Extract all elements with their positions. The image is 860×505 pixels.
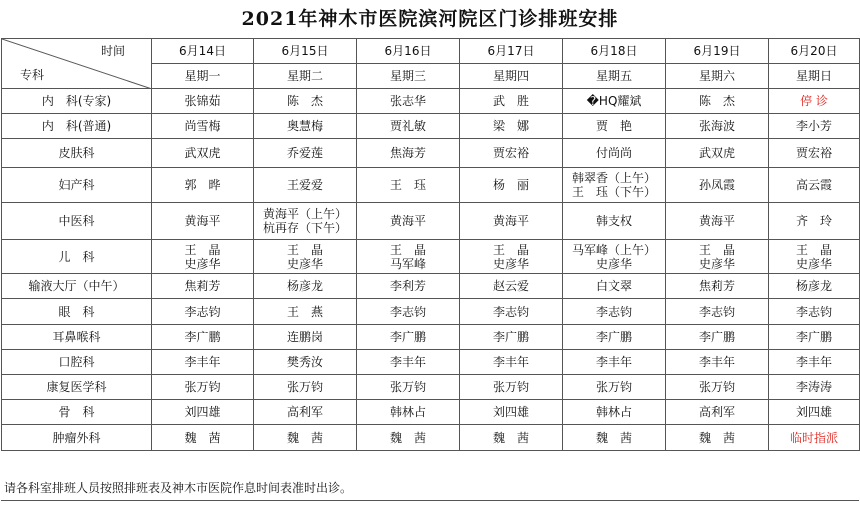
doctor-name: 魏 茜 xyxy=(698,430,735,445)
doctor-name: 杨 丽 xyxy=(492,178,529,192)
doctor-name: 王 晶 xyxy=(492,242,529,257)
doctor-cell xyxy=(460,203,563,240)
doctor-name: 郭 晔 xyxy=(184,178,221,192)
doctor-cell xyxy=(563,299,666,325)
doctor-name: �HQ耀斌 xyxy=(586,94,642,108)
schedule-row xyxy=(2,299,860,325)
doctor-name: 孙凤霞 xyxy=(698,178,735,192)
department-cell: 中医科 xyxy=(2,203,152,240)
schedule-row xyxy=(2,375,860,400)
schedule-row xyxy=(2,400,860,425)
doctor-cell xyxy=(152,89,254,114)
weekday-cell: 星期日 xyxy=(769,64,860,89)
doctor-name: 刘四雄 xyxy=(184,405,221,419)
weekday-cell: 星期六 xyxy=(666,64,769,89)
doctor-name: 马军峰 xyxy=(389,256,426,271)
doctor-name: 临时指派 xyxy=(789,430,838,445)
corner-header-cell xyxy=(2,39,152,89)
doctor-name: 付尚尚 xyxy=(595,146,632,160)
schedule-row xyxy=(2,168,860,203)
doctor-cell xyxy=(563,139,666,168)
doctor-cell xyxy=(460,299,563,325)
doctor-name: 尚雪梅 xyxy=(184,119,221,133)
doctor-cell xyxy=(666,114,769,139)
doctor-name: 樊秀汝 xyxy=(286,355,323,369)
doctor-name: 杨彦龙 xyxy=(795,279,832,293)
department-cell: 儿 科 xyxy=(2,240,152,274)
doctor-cell xyxy=(460,139,563,168)
weekday-cell: 星期四 xyxy=(460,64,563,89)
doctor-name: 张万钧 xyxy=(595,380,632,394)
weekday-cell: 星期三 xyxy=(357,64,460,89)
doctor-cell xyxy=(254,400,357,425)
doctor-cell xyxy=(357,299,460,325)
doctor-name: 奥慧梅 xyxy=(286,119,323,133)
doctor-cell xyxy=(769,299,860,325)
doctor-cell xyxy=(460,375,563,400)
page-title: 2021年神木市医院滨河院区门诊排班安排 xyxy=(241,8,619,30)
doctor-name: 连鹏岗 xyxy=(286,330,323,344)
doctor-name: 李丰年 xyxy=(698,355,735,369)
doctor-name: 魏 茜 xyxy=(389,430,426,445)
footer-divider xyxy=(1,500,859,501)
doctor-name: 李丰年 xyxy=(492,355,529,369)
doctor-name: 李丰年 xyxy=(795,355,832,369)
doctor-cell xyxy=(357,425,460,451)
doctor-cell xyxy=(666,240,769,274)
doctor-cell xyxy=(460,425,563,451)
schedule-row xyxy=(2,325,860,350)
department-cell: 眼 科 xyxy=(2,299,152,325)
corner-time-label: 时间 xyxy=(100,44,125,58)
doctor-cell xyxy=(254,168,357,203)
doctor-cell xyxy=(666,425,769,451)
doctor-cell xyxy=(460,350,563,375)
doctor-cell xyxy=(563,350,666,375)
doctor-cell xyxy=(152,139,254,168)
department-cell: 康复医学科 xyxy=(2,375,152,400)
doctor-cell xyxy=(357,375,460,400)
doctor-name: 高利军 xyxy=(286,405,323,419)
doctor-name: 魏 茜 xyxy=(184,430,221,445)
doctor-cell xyxy=(563,203,666,240)
doctor-cell xyxy=(769,203,860,240)
doctor-name: 贾宏裕 xyxy=(795,146,832,160)
schedule-row xyxy=(2,114,860,139)
date-cell: 6月16日 xyxy=(357,39,460,64)
doctor-name: 李志钧 xyxy=(389,304,426,319)
doctor-name: 黄海平（上午） xyxy=(262,207,347,221)
doctor-cell xyxy=(563,89,666,114)
doctor-cell xyxy=(666,350,769,375)
doctor-cell xyxy=(357,274,460,299)
doctor-name: 李丰年 xyxy=(595,355,632,369)
doctor-name: 高云霞 xyxy=(795,178,832,192)
department-cell: 口腔科 xyxy=(2,350,152,375)
doctor-name: 王 晶 xyxy=(389,242,426,257)
doctor-name: 贾 艳 xyxy=(595,119,632,133)
doctor-name: 李利芳 xyxy=(389,279,426,293)
doctor-cell xyxy=(357,350,460,375)
doctor-cell xyxy=(254,375,357,400)
department-cell: 妇产科 xyxy=(2,168,152,203)
doctor-name: 张海波 xyxy=(698,119,735,133)
doctor-cell xyxy=(769,325,860,350)
doctor-name: 高利军 xyxy=(698,405,735,419)
schedule-row xyxy=(2,139,860,168)
doctor-cell xyxy=(769,425,860,451)
doctor-name: 张万钧 xyxy=(389,380,426,394)
doctor-cell xyxy=(460,114,563,139)
department-cell: 耳鼻喉科 xyxy=(2,325,152,350)
doctor-cell xyxy=(254,325,357,350)
doctor-name: 黄海平 xyxy=(698,214,735,228)
doctor-cell xyxy=(563,425,666,451)
doctor-name: 齐 玲 xyxy=(795,214,832,228)
doctor-name: 张锦茹 xyxy=(184,94,221,108)
doctor-name: 韩林占 xyxy=(389,405,426,419)
doctor-cell xyxy=(666,168,769,203)
footer-note: 请各科室排班人员按照排班表及神木市医院作息时间表准时出诊。 xyxy=(4,481,353,495)
doctor-cell xyxy=(254,240,357,274)
doctor-cell xyxy=(357,240,460,274)
doctor-cell xyxy=(460,240,563,274)
doctor-name: 魏 茜 xyxy=(595,430,632,445)
doctor-cell xyxy=(769,240,860,274)
doctor-cell xyxy=(460,325,563,350)
doctor-name: 杭再存（下午） xyxy=(262,221,347,235)
doctor-cell xyxy=(769,89,860,114)
doctor-name: 魏 茜 xyxy=(286,430,323,445)
doctor-name: 黄海平 xyxy=(492,214,529,228)
doctor-cell xyxy=(666,299,769,325)
doctor-cell xyxy=(563,375,666,400)
doctor-name: 王 珏 xyxy=(389,178,426,192)
doctor-name: 武双虎 xyxy=(698,146,735,160)
doctor-name: 李小芳 xyxy=(795,119,832,133)
doctor-name: 李丰年 xyxy=(184,355,221,369)
schedule-table xyxy=(1,38,860,451)
doctor-name: 史彦华 xyxy=(595,256,632,271)
doctor-name: 乔爱莲 xyxy=(286,146,323,160)
schedule-row xyxy=(2,240,860,274)
schedule-row xyxy=(2,203,860,240)
doctor-cell xyxy=(666,325,769,350)
doctor-cell xyxy=(460,89,563,114)
doctor-name: 刘四雄 xyxy=(795,405,832,419)
doctor-name: 焦莉芳 xyxy=(184,279,221,293)
doctor-name: 王 晶 xyxy=(286,242,323,257)
doctor-name: 魏 茜 xyxy=(492,430,529,445)
doctor-cell xyxy=(152,274,254,299)
doctor-cell xyxy=(254,89,357,114)
doctor-name: 王 晶 xyxy=(698,242,735,257)
doctor-cell xyxy=(152,350,254,375)
schedule-row xyxy=(2,425,860,451)
doctor-cell xyxy=(460,168,563,203)
doctor-name: 赵云爱 xyxy=(492,279,529,293)
doctor-cell xyxy=(666,89,769,114)
doctor-name: 武 胜 xyxy=(492,94,529,108)
doctor-cell xyxy=(769,350,860,375)
doctor-name: 李志钧 xyxy=(492,304,529,319)
doctor-name: 王 晶 xyxy=(795,242,832,257)
doctor-name: 黄海平 xyxy=(389,214,426,228)
doctor-cell xyxy=(460,274,563,299)
doctor-cell xyxy=(152,168,254,203)
date-cell: 6月20日 xyxy=(769,39,860,64)
doctor-name: 马军峰（上午） xyxy=(571,242,656,257)
doctor-name: 李广鹏 xyxy=(698,330,735,344)
doctor-cell xyxy=(357,89,460,114)
doctor-name: 李志钧 xyxy=(698,304,735,319)
doctor-cell xyxy=(769,114,860,139)
doctor-name: 梁 娜 xyxy=(492,119,529,133)
weekday-cell: 星期一 xyxy=(152,64,254,89)
doctor-name: 李广鹏 xyxy=(595,330,632,344)
weekday-cell: 星期二 xyxy=(254,64,357,89)
doctor-name: 白文翠 xyxy=(595,279,632,293)
doctor-name: 张万钧 xyxy=(492,380,529,394)
doctor-name: 张万钧 xyxy=(286,380,323,394)
schedule-row xyxy=(2,350,860,375)
doctor-cell xyxy=(357,168,460,203)
doctor-cell xyxy=(563,114,666,139)
doctor-name: 停 诊 xyxy=(800,94,828,108)
doctor-cell xyxy=(152,299,254,325)
doctor-name: 黄海平 xyxy=(184,214,221,228)
doctor-cell xyxy=(769,168,860,203)
doctor-name: 史彦华 xyxy=(286,256,323,271)
doctor-cell xyxy=(666,203,769,240)
doctor-name: 王爱爱 xyxy=(286,178,323,192)
schedule-row xyxy=(2,274,860,299)
doctor-cell xyxy=(563,325,666,350)
doctor-cell xyxy=(563,400,666,425)
department-cell: 皮肤科 xyxy=(2,139,152,168)
doctor-name: 史彦华 xyxy=(795,256,832,271)
doctor-cell xyxy=(357,139,460,168)
doctor-name: 李涛涛 xyxy=(795,380,832,394)
doctor-name: 杨彦龙 xyxy=(286,279,323,293)
doctor-name: 焦莉芳 xyxy=(698,279,735,293)
department-cell: 内 科(专家) xyxy=(2,89,152,114)
doctor-cell xyxy=(563,168,666,203)
doctor-name: 韩翠香（上午） xyxy=(571,171,656,185)
doctor-cell xyxy=(666,274,769,299)
department-cell: 输液大厅（中午） xyxy=(2,274,152,299)
doctor-name: 史彦华 xyxy=(184,256,221,271)
doctor-cell xyxy=(254,203,357,240)
doctor-cell xyxy=(666,139,769,168)
doctor-cell xyxy=(357,325,460,350)
doctor-name: 史彦华 xyxy=(492,256,529,271)
doctor-cell xyxy=(254,139,357,168)
doctor-name: 刘四雄 xyxy=(492,405,529,419)
doctor-cell xyxy=(254,114,357,139)
doctor-name: 韩林占 xyxy=(595,405,632,419)
doctor-name: 史彦华 xyxy=(698,256,735,271)
doctor-name: 王 燕 xyxy=(286,304,323,319)
doctor-cell xyxy=(460,400,563,425)
doctor-cell xyxy=(769,375,860,400)
date-cell: 6月15日 xyxy=(254,39,357,64)
doctor-cell xyxy=(254,274,357,299)
doctor-name: 武双虎 xyxy=(184,146,221,160)
doctor-cell xyxy=(152,203,254,240)
doctor-name: 陈 杰 xyxy=(286,94,323,108)
doctor-cell xyxy=(769,274,860,299)
doctor-name: 李广鹏 xyxy=(492,330,529,344)
doctor-name: 李广鹏 xyxy=(184,330,221,344)
doctor-name: 王 晶 xyxy=(184,242,221,257)
doctor-cell xyxy=(152,240,254,274)
doctor-cell xyxy=(357,114,460,139)
date-header-row xyxy=(2,39,860,64)
doctor-cell xyxy=(563,274,666,299)
date-cell: 6月14日 xyxy=(152,39,254,64)
doctor-name: 张万钧 xyxy=(698,380,735,394)
doctor-name: 李志钧 xyxy=(184,304,221,319)
doctor-name: 李志钧 xyxy=(795,304,832,319)
doctor-cell xyxy=(152,400,254,425)
doctor-cell xyxy=(152,375,254,400)
doctor-cell xyxy=(666,400,769,425)
doctor-name: 陈 杰 xyxy=(698,94,735,108)
doctor-cell xyxy=(254,425,357,451)
date-cell: 6月19日 xyxy=(666,39,769,64)
doctor-name: 韩支权 xyxy=(595,214,632,228)
schedule-row xyxy=(2,89,860,114)
doctor-name: 贾礼敏 xyxy=(389,119,426,133)
weekday-cell: 星期五 xyxy=(563,64,666,89)
doctor-cell xyxy=(254,299,357,325)
doctor-cell xyxy=(563,240,666,274)
doctor-name: 贾宏裕 xyxy=(492,146,529,160)
doctor-cell xyxy=(254,350,357,375)
doctor-name: 张志华 xyxy=(389,94,426,108)
doctor-cell xyxy=(152,325,254,350)
doctor-name: 李广鹏 xyxy=(795,330,832,344)
doctor-cell xyxy=(769,139,860,168)
date-cell: 6月18日 xyxy=(563,39,666,64)
date-cell: 6月17日 xyxy=(460,39,563,64)
department-cell: 肿瘤外科 xyxy=(2,425,152,451)
doctor-cell xyxy=(666,375,769,400)
doctor-cell xyxy=(152,114,254,139)
doctor-name: 李广鹏 xyxy=(389,330,426,344)
doctor-name: 王 珏（下午） xyxy=(571,185,656,199)
department-cell: 内 科(普通) xyxy=(2,114,152,139)
doctor-cell xyxy=(357,203,460,240)
department-cell: 骨 科 xyxy=(2,400,152,425)
doctor-cell xyxy=(152,425,254,451)
doctor-cell xyxy=(357,400,460,425)
doctor-name: 张万钧 xyxy=(184,380,221,394)
doctor-name: 焦海芳 xyxy=(389,146,426,160)
doctor-cell xyxy=(769,400,860,425)
doctor-name: 李丰年 xyxy=(389,355,426,369)
doctor-name: 李志钧 xyxy=(595,304,632,319)
corner-dept-label: 专科 xyxy=(20,68,45,82)
